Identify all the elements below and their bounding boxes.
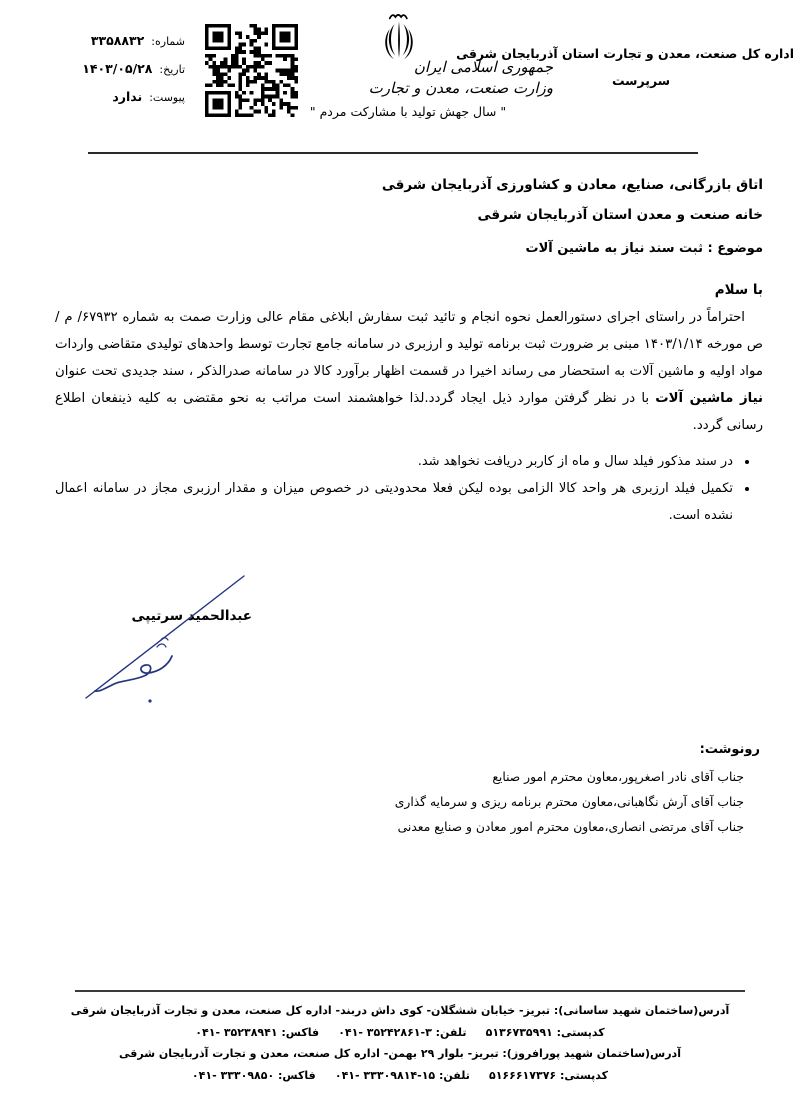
- letter-date-value: ۱۴۰۳/۰۵/۲۸: [82, 61, 153, 76]
- letter-number-value: ۳۳۵۸۸۳۲: [90, 33, 145, 48]
- issuing-office-role: سرپرست: [611, 73, 671, 88]
- header-divider: [88, 152, 698, 154]
- footer-block: [40, 1000, 760, 1086]
- letter-body: [55, 277, 763, 529]
- letter-number-label: شماره:: [151, 35, 185, 48]
- letter-date-row: [52, 61, 185, 76]
- body-paragraph: [55, 304, 763, 439]
- cc-list: [55, 765, 760, 840]
- letter-attachment-row: [52, 89, 185, 104]
- signer-name: عبدالحمید سرتیپی: [131, 608, 252, 624]
- salutation: با سلام: [714, 282, 763, 298]
- body-text-before: احتراماً در راستای اجرای دستورالعمل نحوه انجام و تائید ثبت سفارش ابلاغی مقام عالی وزارت صمت به شماره ۶۷۹۳۲/ م /ص مورخه ۱۴۰۳/۱/۱۴ مبنی بر ضرورت ثبت برنامه تولید و ارزبری در سامانه جامع تجارت توسط واحدهای تولیدی متقاضی واردات مواد اولیه و ماشین آلات به استحضار می رساند اخیرا در قسمت اظهار برآورد کالا در سامانه صدرالذکر ، سند جدیدی تحت عنوان: [55, 310, 763, 379]
- footer-address-line-2: آدرس(ساختمان شهید پورافروز): تبریز- بلوار ۲۹ بهمن- اداره کل صنعت، معدن و تجارت آذربایجان شرقی: [119, 1047, 681, 1060]
- subject-line: موضوع : ثبت سند نیاز به ماشین آلات: [525, 241, 763, 256]
- letter-attachment-value: ندارد: [112, 89, 143, 104]
- government-name-line: جمهوری اسلامی ایران: [413, 58, 553, 76]
- year-slogan: " سال جهش تولید با مشارکت مردم ": [309, 104, 507, 119]
- cc-block: [55, 739, 760, 840]
- cc-item: جناب آقای آرش نگاهبانی،معاون محترم برنامه ریزی و سرمایه گذاری: [394, 795, 744, 809]
- letter-date-label: تاریخ:: [159, 63, 185, 76]
- footer-contact-line-2: کدپستی: ۵۱۶۶۶۱۷۳۷۶ تلفن: ۱۵-۳۳۳۰۹۸۱۴ -۰۴۱ فاکس: ۳۳۳۰۹۸۵۰ -۰۴۱: [191, 1068, 609, 1082]
- body-text-emphasis: نیاز ماشین آلات: [655, 391, 764, 406]
- bullet-list: [55, 448, 763, 529]
- cc-item: جناب آقای نادر اصغرپور،معاون محترم امور صنایع: [492, 770, 744, 784]
- recipient-block: [55, 170, 763, 263]
- footer-address-line-1: آدرس(ساختمان شهید ساسانی): تبریز- خیابان ششگلان- کوی داش دربند- اداره کل صنعت، معدن و تجارت آذربایجان شرقی: [70, 1004, 730, 1017]
- letter-attachment-label: پیوست:: [149, 91, 185, 104]
- footer-divider: [75, 990, 745, 992]
- bullet-item: • در سند مذکور فیلد سال و ماه از کاربر دریافت نخواهد شد.: [55, 448, 735, 475]
- letter-number-row: [52, 33, 185, 48]
- recipient-line-1: اتاق بازرگانی، صنایع، معادن و کشاورزی آذربایجان شرقی: [381, 177, 763, 193]
- qr-code-icon: [205, 24, 298, 117]
- letter-meta-block: [52, 33, 185, 117]
- cc-item: جناب آقای مرتضی انصاری،معاون محترم امور معادن و صنایع معدنی: [397, 820, 744, 834]
- body-text-after: با در نظر گرفتن موارد ذیل ایجاد گردد.لذا خواهشمند است مراتب به نحو مقتضی به کلیه ذینفعان اطلاع رسانی گردد.: [55, 391, 763, 433]
- handwritten-signature-icon: [60, 570, 270, 715]
- issuing-office-title: اداره کل صنعت، معدن و تجارت استان آذربایجان شرقی: [456, 46, 794, 61]
- ministry-name-line: وزارت صنعت، معدن و تجارت: [368, 79, 553, 97]
- recipient-line-2: خانه صنعت و معدن استان آذربایجان شرقی: [477, 207, 763, 223]
- cc-title: رونوشت:: [699, 742, 760, 757]
- footer-contact-line-1: کدپستی: ۵۱۳۶۷۳۵۹۹۱ تلفن: ۳-۳۵۲۴۲۸۶۱ -۰۴۱ فاکس: ۳۵۲۳۸۹۴۱ -۰۴۱: [195, 1025, 605, 1039]
- bullet-item: • تکمیل فیلد ارزبری هر واحد کالا الزامی بوده لیکن فعلا محدودیتی در خصوص میزان و مقدار ارزبری مجاز در سامانه اعمال نشده است.: [55, 475, 735, 529]
- iran-coat-of-arms-icon: [374, 12, 424, 62]
- signature-block: [60, 570, 270, 715]
